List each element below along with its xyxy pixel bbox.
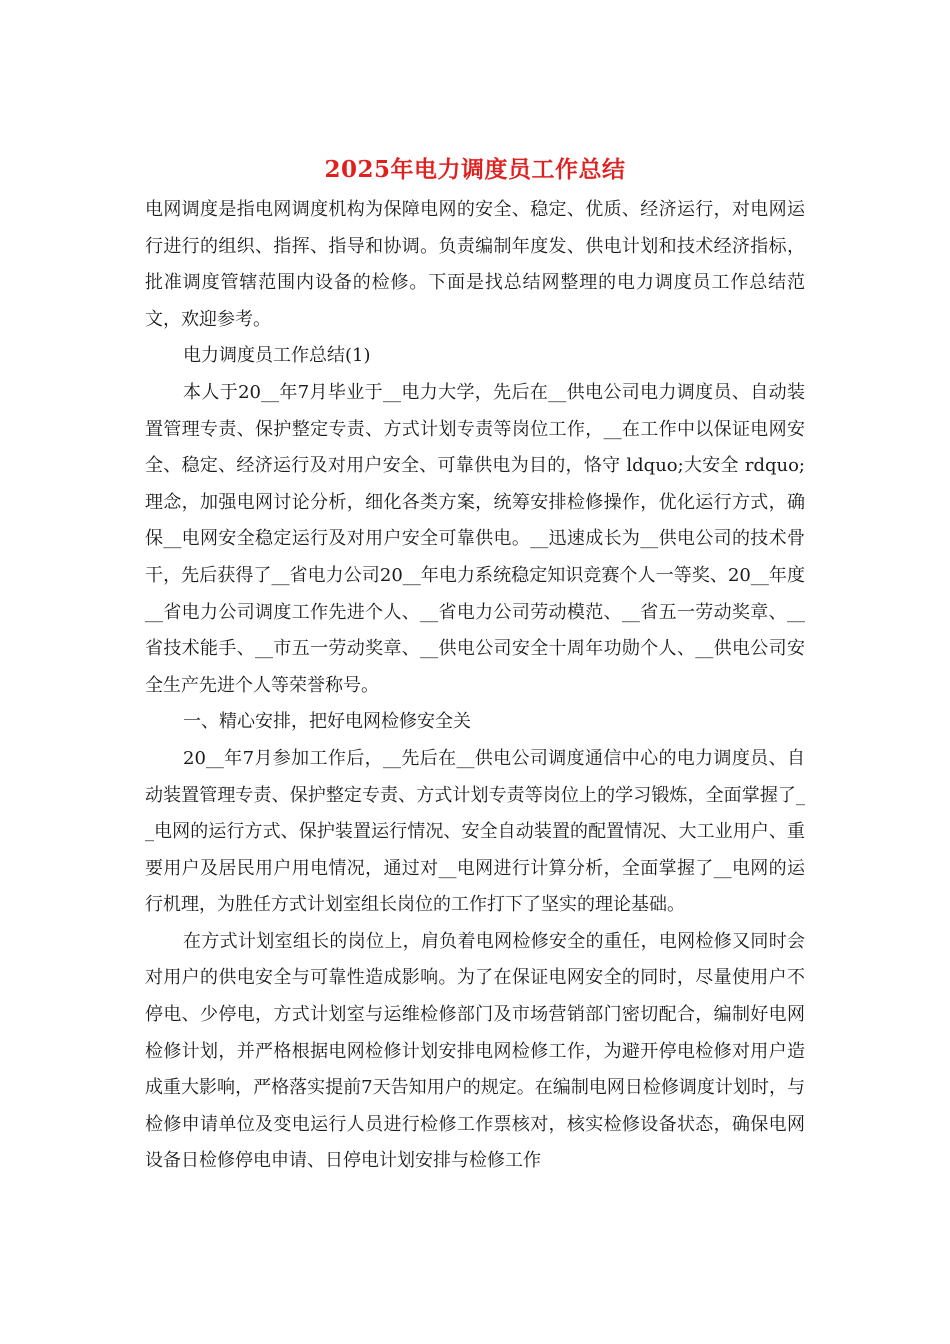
section-heading: 电力调度员工作总结(1) — [183, 345, 371, 367]
intro-paragraph: 电网调度是指电网调度机构为保障电网的安全、稳定、优质、经济运行，对电网运行进行的组织、指挥、指导和协调。负责编制年度发、供电计划和技术经济指标，批准调度管辖范围内设备的检修。下面是找总结网整理的电力调度员工作总结范文，欢迎参考。 — [145, 199, 805, 330]
section-heading: 一、精心安排，把好电网检修安全关 — [183, 711, 471, 733]
body-paragraph: 本人于20__年7月毕业于__电力大学，先后在__供电公司电力调度员、自动装置管理专责、保护整定专责、方式计划专责等岗位工作，__在工作中以保证电网安全、稳定、经济运行及对用户安全、可靠供电为目的，恪守 ldquo;大安全 rdquo;理念，加强电网讨论分析，细化各类方案，统筹安排检修操作，优化运行方式，确保__电网安全稳定运行及对用户安全可靠供电。__迅速成长为__供电公司的技术骨干，先后获得了__省电力公司20__年电力系统稳定知识竞赛个人一等奖、20__年度__省电力公司调度工作先进个人、__省电力公司劳动模范、__省五一劳动奖章、__省技术能手、__市五一劳动奖章、__供电公司安全十周年功勋个人、__供电公司安全生产先进个人等荣誉称号。 — [145, 381, 805, 696]
body-paragraph: 在方式计划室组长的岗位上，肩负着电网检修安全的重任，电网检修又同时会对用户的供电安全与可靠性造成影响。为了在保证电网安全的同时，尽量使用户不停电、少停电，方式计划室与运维检修部门及市场营销部门密切配合，编制好电网检修计划，并严格根据电网检修计划安排电网检修工作，为避开停电检修对用户造成重大影响，严格落实提前7天告知用户的规定。在编制电网日检修调度计划时，与检修申请单位及变电运行人员进行检修工作票核对，核实检修设备状态，确保电网设备日检修停电申请、日停电计划安排与检修工作 — [145, 930, 805, 1172]
document-page — [145, 150, 805, 1180]
document-body — [145, 192, 805, 1180]
body-paragraph: 20__年7月参加工作后，__先后在__供电公司调度通信中心的电力调度员、自动装置管理专责、保护整定专责、方式计划专责等岗位上的学习锻炼，全面掌握了__电网的运行方式、保护装置运行情况、安全自动装置的配置情况、大工业用户、重要用户及居民用户用电情况，通过对__电网进行计算分析，全面掌握了__电网的运行机理，为胜任方式计划室组长岗位的工作打下了坚实的理论基础。 — [145, 747, 805, 916]
document-title: 2025年电力调度员工作总结 — [324, 156, 626, 183]
